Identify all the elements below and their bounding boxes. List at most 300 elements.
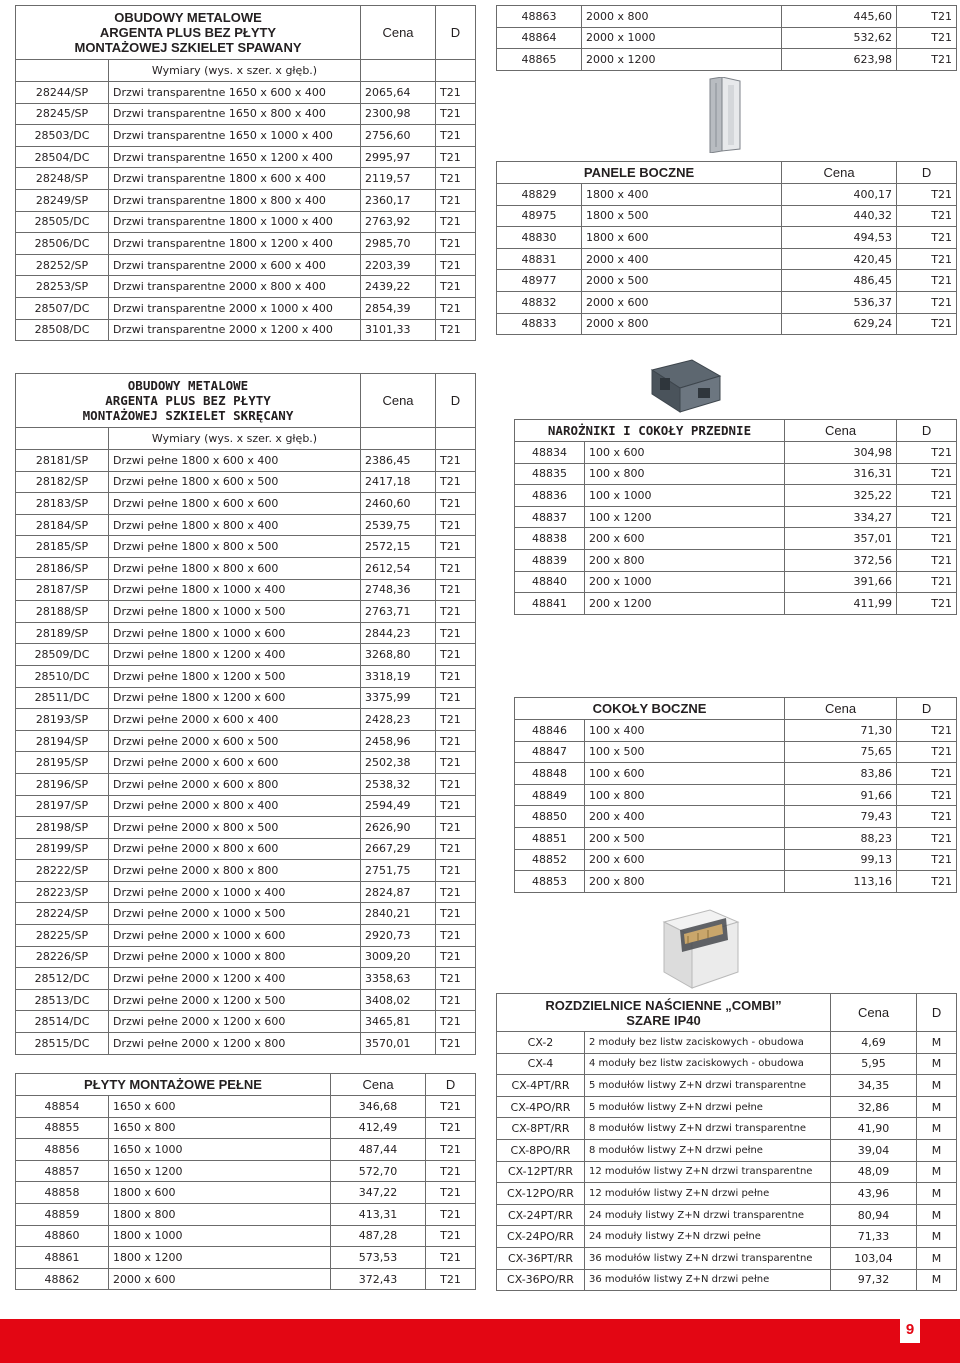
code-cell: 28253/SP [16,276,109,298]
code-cell: 28505/DC [16,211,109,233]
d-cell: T21 [897,49,957,71]
d-header: D [897,420,957,442]
description-cell: Drzwi transparentne 1650 x 600 x 400 [109,82,361,104]
d-cell: T21 [436,493,476,515]
d-cell: T21 [897,313,957,335]
d-cell: T21 [897,871,957,893]
table-row [515,442,957,464]
d-cell: M [917,1247,957,1269]
d-cell: T21 [436,622,476,644]
table-row [497,1269,957,1291]
code-cell: 28249/SP [16,189,109,211]
description-cell: 2000 x 1000 [582,27,782,49]
description-cell: Drzwi pełne 1800 x 1200 x 600 [109,687,361,709]
price-cell: 2594,49 [361,795,436,817]
code-cell: 28225/SP [16,925,109,947]
d-cell: T21 [897,784,957,806]
d-cell: T21 [897,184,957,206]
code-cell: 48864 [497,27,582,49]
description-cell: 200 x 400 [585,806,785,828]
code-cell: 48841 [515,593,585,615]
table-side-plinths [514,697,957,893]
d-header: D [436,374,476,428]
table-row [16,752,476,774]
price-cell: 2203,39 [361,254,436,276]
description-cell: Drzwi pełne 1800 x 1000 x 600 [109,622,361,644]
table-row [497,270,957,292]
table-title: COKOŁY BOCZNE [515,698,785,720]
table-row [16,622,476,644]
description-cell: 100 x 1000 [585,485,785,507]
table-row [497,205,957,227]
table-row [515,485,957,507]
price-cell: 372,56 [785,549,897,571]
d-cell: T21 [436,838,476,860]
table-bolted-enclosures [15,373,476,1055]
d-cell: T21 [426,1182,476,1204]
d-cell: T21 [897,291,957,313]
description-cell: 100 x 600 [585,763,785,785]
price-cell: 532,62 [782,27,897,49]
code-cell: CX-24PO/RR [497,1226,585,1248]
d-cell: T21 [436,817,476,839]
code-cell: CX-4 [497,1053,585,1075]
d-cell: T21 [436,601,476,623]
description-cell: 100 x 1200 [585,506,785,528]
d-cell: T21 [426,1096,476,1118]
table-row [16,125,476,147]
d-cell: T21 [436,730,476,752]
table-row [16,276,476,298]
table-row [16,146,476,168]
description-cell: Drzwi pełne 2000 x 600 x 400 [109,709,361,731]
description-cell: Drzwi transparentne 1650 x 1200 x 400 [109,146,361,168]
code-cell: 48847 [515,741,585,763]
code-cell: 48838 [515,528,585,550]
table-row [16,989,476,1011]
table-row [16,1033,476,1055]
description-cell: Drzwi transparentne 2000 x 600 x 400 [109,254,361,276]
code-cell: 28245/SP [16,103,109,125]
d-cell: T21 [436,881,476,903]
price-cell: 2539,75 [361,514,436,536]
description-cell: 100 x 500 [585,741,785,763]
code-cell: 28224/SP [16,903,109,925]
code-cell: 28244/SP [16,82,109,104]
price-cell: 2119,57 [361,168,436,190]
description-cell: Drzwi transparentne 1800 x 1000 x 400 [109,211,361,233]
code-cell: 48829 [497,184,582,206]
code-cell: 28196/SP [16,773,109,795]
code-cell: CX-4PO/RR [497,1096,585,1118]
side-panel-product [700,77,750,153]
table-row [515,806,957,828]
table-row [515,463,957,485]
d-cell: T21 [897,463,957,485]
d-cell: T21 [897,27,957,49]
table-row [16,925,476,947]
footer-bar [0,1319,960,1363]
code-cell: 28195/SP [16,752,109,774]
code-cell: CX-12PT/RR [497,1161,585,1183]
d-cell: T21 [436,687,476,709]
description-cell: 1650 x 800 [109,1117,331,1139]
combi-distribution-box-product [658,908,742,990]
price-cell: 420,45 [782,248,897,270]
price-cell: 2360,17 [361,189,436,211]
table-row [16,1160,476,1182]
d-cell: M [917,1075,957,1097]
code-cell: CX-36PT/RR [497,1247,585,1269]
d-cell: T21 [897,506,957,528]
price-cell: 103,04 [831,1247,917,1269]
description-cell: Drzwi transparentne 2000 x 1200 x 400 [109,319,361,341]
price-header: Cena [785,420,897,442]
table-corners-front-plinths [514,419,957,615]
d-cell: T21 [436,189,476,211]
price-cell: 486,45 [782,270,897,292]
price-cell: 2763,71 [361,601,436,623]
table-row [16,1203,476,1225]
table-row [16,1117,476,1139]
price-cell: 2995,97 [361,146,436,168]
price-cell: 2667,29 [361,838,436,860]
d-cell: T21 [436,319,476,341]
d-cell: M [917,1096,957,1118]
price-cell: 34,35 [831,1075,917,1097]
price-cell: 5,95 [831,1053,917,1075]
table-row [16,557,476,579]
price-cell: 411,99 [785,593,897,615]
code-cell: 28193/SP [16,709,109,731]
code-cell: CX-24PT/RR [497,1204,585,1226]
price-cell: 75,65 [785,741,897,763]
code-cell: 48836 [515,485,585,507]
price-cell: 445,60 [782,6,897,28]
description-cell: 5 modułów listwy Z+N drzwi pełne [585,1096,831,1118]
price-cell: 39,04 [831,1139,917,1161]
price-cell: 41,90 [831,1118,917,1140]
code-cell: CX-2 [497,1032,585,1054]
d-cell: T21 [897,442,957,464]
code-cell: 48833 [497,313,582,335]
code-cell: 48856 [16,1139,109,1161]
table-row [16,817,476,839]
d-cell: T21 [436,773,476,795]
description-cell: 8 modułów listwy Z+N drzwi pełne [585,1139,831,1161]
d-cell: T21 [436,557,476,579]
table-row [515,571,957,593]
code-cell: 28226/SP [16,946,109,968]
table-row [497,184,957,206]
d-cell: T21 [436,1033,476,1055]
price-cell: 572,70 [331,1160,426,1182]
description-cell: Drzwi pełne 2000 x 800 x 600 [109,838,361,860]
price-cell: 2612,54 [361,557,436,579]
description-cell: Drzwi pełne 1800 x 800 x 500 [109,536,361,558]
code-cell: 28511/DC [16,687,109,709]
d-cell: M [917,1183,957,1205]
code-cell: 28223/SP [16,881,109,903]
d-cell: T21 [436,665,476,687]
price-cell: 91,66 [785,784,897,806]
price-cell: 3358,63 [361,968,436,990]
d-cell: M [917,1161,957,1183]
dimensions-subheader: Wymiary (wys. x szer. x głęb.) [109,428,361,450]
table-row [16,730,476,752]
table-row [16,1096,476,1118]
price-header: Cena [331,1074,426,1096]
description-cell: 100 x 800 [585,463,785,485]
d-cell: T21 [897,849,957,871]
code-cell: 48848 [515,763,585,785]
price-cell: 43,96 [831,1183,917,1205]
price-cell: 2748,36 [361,579,436,601]
code-cell: 28507/DC [16,297,109,319]
description-cell: 200 x 600 [585,528,785,550]
dimensions-subheader: Wymiary (wys. x szer. x głęb.) [109,60,361,82]
table-side-panels [496,161,957,335]
table-row [497,248,957,270]
price-cell: 2763,92 [361,211,436,233]
code-cell: CX-8PO/RR [497,1139,585,1161]
code-cell: 48862 [16,1268,109,1290]
d-cell: T21 [436,968,476,990]
code-cell: CX-36PO/RR [497,1269,585,1291]
table-title: OBUDOWY METALOWE ARGENTA PLUS BEZ PŁYTY MONTAŻOWEJ SZKIELET SKRĘCANY [16,374,361,428]
description-cell: 1800 x 600 [582,227,782,249]
d-cell: T21 [426,1268,476,1290]
code-cell: 28508/DC [16,319,109,341]
price-cell: 372,43 [331,1268,426,1290]
d-cell: T21 [436,536,476,558]
code-cell: 48854 [16,1096,109,1118]
d-cell: T21 [436,860,476,882]
price-cell: 80,94 [831,1204,917,1226]
d-cell: M [917,1226,957,1248]
d-cell: T21 [426,1247,476,1269]
price-cell: 2751,75 [361,860,436,882]
price-cell: 99,13 [785,849,897,871]
table-title: PANELE BOCZNE [497,162,782,184]
code-cell: 28194/SP [16,730,109,752]
table-row [16,1182,476,1204]
d-cell: T21 [897,485,957,507]
description-cell: 2000 x 500 [582,270,782,292]
table-row [16,450,476,472]
table-row [497,1183,957,1205]
table-row [515,827,957,849]
price-cell: 71,33 [831,1226,917,1248]
d-cell: T21 [436,946,476,968]
d-cell: T21 [436,450,476,472]
price-cell: 2840,21 [361,903,436,925]
code-cell: 48834 [515,442,585,464]
d-cell: T21 [436,297,476,319]
code-cell: 48840 [515,571,585,593]
d-cell: T21 [436,211,476,233]
price-cell: 2538,32 [361,773,436,795]
code-cell: 28186/SP [16,557,109,579]
price-cell: 2626,90 [361,817,436,839]
table-row [497,1075,957,1097]
code-cell: 48852 [515,849,585,871]
table-row [497,1118,957,1140]
description-cell: 4 moduły bez listw zaciskowych - obudowa [585,1053,831,1075]
price-cell: 79,43 [785,806,897,828]
d-cell: T21 [436,1011,476,1033]
description-cell: 1800 x 800 [109,1203,331,1225]
price-cell: 316,31 [785,463,897,485]
code-cell: 48851 [515,827,585,849]
description-cell: 1800 x 1200 [109,1247,331,1269]
table-combi-distribution-boxes [496,993,957,1291]
table-row [16,103,476,125]
description-cell: 1800 x 600 [109,1182,331,1204]
table-title: ROZDZIELNICE NAŚCIENNE „COMBI” SZARE IP40 [497,994,831,1032]
price-cell: 304,98 [785,442,897,464]
d-cell: M [917,1053,957,1075]
table-row [497,49,957,71]
d-cell: T21 [426,1139,476,1161]
price-header: Cena [782,162,897,184]
code-cell: 28252/SP [16,254,109,276]
price-cell: 3318,19 [361,665,436,687]
page-number: 9 [900,1319,920,1343]
d-cell: T21 [897,248,957,270]
table-row [497,1161,957,1183]
description-cell: Drzwi transparentne 1800 x 800 x 400 [109,189,361,211]
description-cell: 2000 x 600 [582,291,782,313]
description-cell: 2000 x 800 [582,6,782,28]
table-row [497,227,957,249]
d-cell: T21 [897,571,957,593]
description-cell: Drzwi pełne 1800 x 800 x 400 [109,514,361,536]
code-cell: 48858 [16,1182,109,1204]
table-row [16,1011,476,1033]
d-header: D [436,6,476,60]
table-row [16,601,476,623]
code-cell: 28504/DC [16,146,109,168]
description-cell: 24 moduły listwy Z+N drzwi pełne [585,1226,831,1248]
description-cell: Drzwi pełne 2000 x 600 x 500 [109,730,361,752]
price-cell: 88,23 [785,827,897,849]
description-cell: 1800 x 1000 [109,1225,331,1247]
code-cell: 28188/SP [16,601,109,623]
description-cell: Drzwi pełne 2000 x 1000 x 800 [109,946,361,968]
d-cell: T21 [426,1225,476,1247]
price-cell: 97,32 [831,1269,917,1291]
code-cell: 48832 [497,291,582,313]
price-cell: 3101,33 [361,319,436,341]
d-cell: M [917,1032,957,1054]
code-cell: 28513/DC [16,989,109,1011]
table-row [515,549,957,571]
d-cell: M [917,1118,957,1140]
code-cell: 28510/DC [16,665,109,687]
price-cell: 629,24 [782,313,897,335]
code-cell: 48859 [16,1203,109,1225]
table-row [16,838,476,860]
table-row [16,709,476,731]
table-row [515,528,957,550]
code-cell: 48863 [497,6,582,28]
d-cell: T21 [436,125,476,147]
d-cell: T21 [426,1160,476,1182]
description-cell: 100 x 800 [585,784,785,806]
code-cell: 48839 [515,549,585,571]
code-cell: 48846 [515,720,585,742]
description-cell: 1650 x 1200 [109,1160,331,1182]
d-cell: T21 [897,827,957,849]
description-cell: 200 x 800 [585,549,785,571]
d-cell: T21 [436,82,476,104]
table-row [16,1139,476,1161]
description-cell: 2000 x 600 [109,1268,331,1290]
code-cell: 28515/DC [16,1033,109,1055]
code-cell: CX-4PT/RR [497,1075,585,1097]
price-cell: 487,44 [331,1139,426,1161]
price-header: Cena [785,698,897,720]
description-cell: Drzwi pełne 1800 x 1200 x 500 [109,665,361,687]
code-cell: 28187/SP [16,579,109,601]
description-cell: Drzwi transparentne 2000 x 800 x 400 [109,276,361,298]
price-cell: 3570,01 [361,1033,436,1055]
table-row [16,493,476,515]
d-cell: T21 [897,593,957,615]
table-row [16,665,476,687]
price-header: Cena [361,6,436,60]
description-cell: 100 x 600 [585,442,785,464]
table-row [16,211,476,233]
description-cell: 2 moduły bez listw zaciskowych - obudowa [585,1032,831,1054]
description-cell: Drzwi pełne 2000 x 800 x 800 [109,860,361,882]
description-cell: Drzwi pełne 2000 x 1000 x 500 [109,903,361,925]
code-cell: 28182/SP [16,471,109,493]
code-cell: 48850 [515,806,585,828]
description-cell: 200 x 800 [585,871,785,893]
description-cell: Drzwi pełne 2000 x 800 x 400 [109,795,361,817]
d-cell: T21 [436,989,476,1011]
price-cell: 3375,99 [361,687,436,709]
table-row [16,514,476,536]
price-cell: 3465,81 [361,1011,436,1033]
table-row [16,773,476,795]
table-row [16,946,476,968]
price-cell: 2854,39 [361,297,436,319]
table-row [16,687,476,709]
description-cell: 5 modułów listwy Z+N drzwi transparentne [585,1075,831,1097]
table-row [515,763,957,785]
table-row [497,291,957,313]
price-cell: 4,69 [831,1032,917,1054]
description-cell: 1650 x 1000 [109,1139,331,1161]
d-cell: T21 [436,103,476,125]
code-cell: CX-8PT/RR [497,1118,585,1140]
code-cell: 28197/SP [16,795,109,817]
d-cell: T21 [426,1117,476,1139]
table-row [16,860,476,882]
price-header: Cena [361,374,436,428]
price-cell: 2417,18 [361,471,436,493]
d-cell: T21 [897,763,957,785]
d-cell: T21 [436,644,476,666]
table-row [16,968,476,990]
table-mounting-plates [15,1073,476,1290]
code-cell: CX-12PO/RR [497,1183,585,1205]
table-row [497,313,957,335]
description-cell: 1800 x 500 [582,205,782,227]
